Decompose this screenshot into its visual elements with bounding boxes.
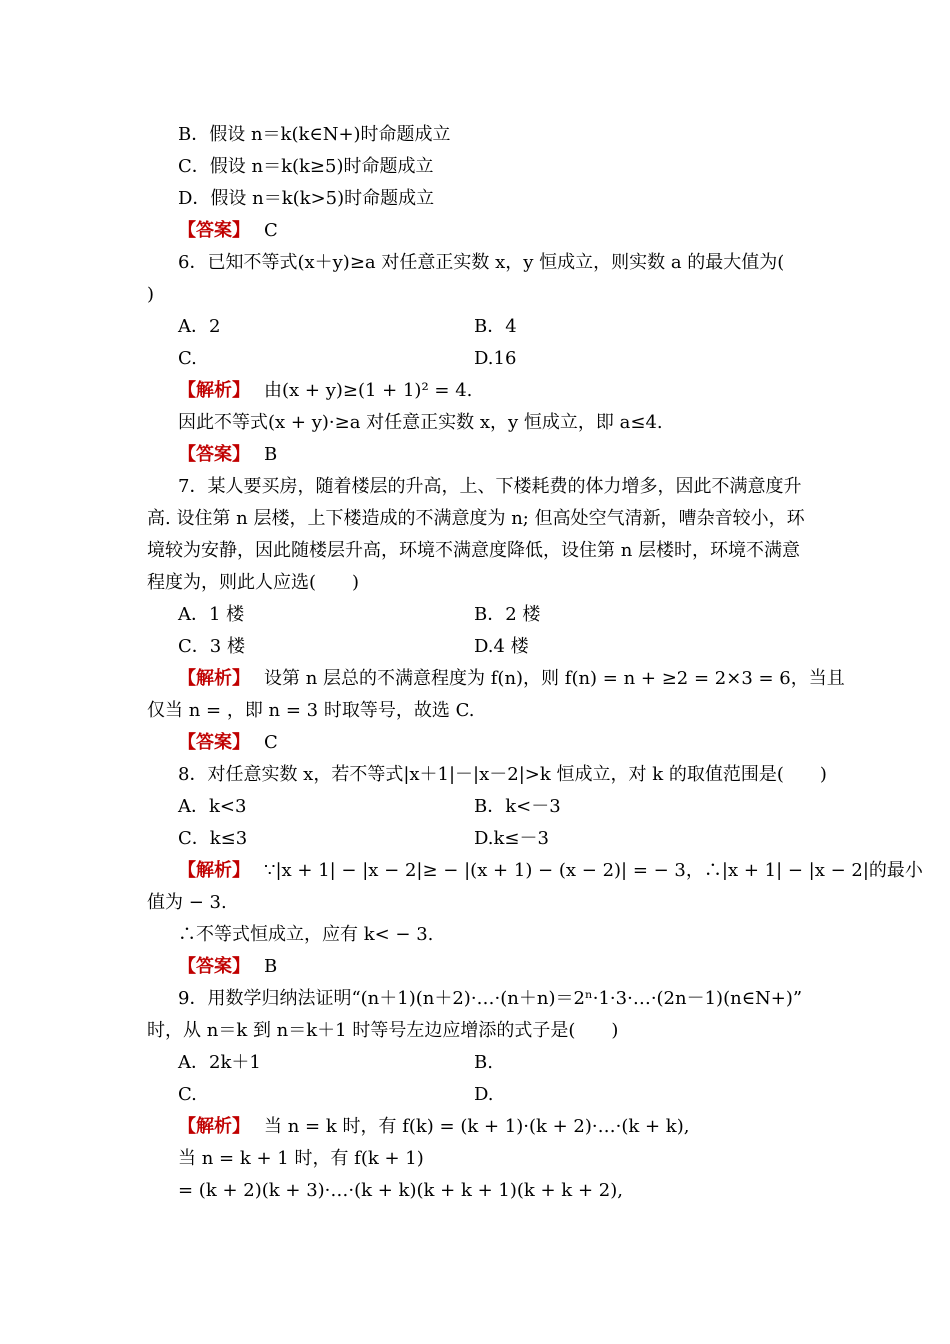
question-6-option-a: A．2 (178, 316, 221, 337)
answer-7 (178, 731, 278, 755)
question-8-option-a: A．k<3 (178, 796, 247, 817)
question-8-analysis-1 (178, 859, 923, 883)
question-9-option-b: B. (474, 1052, 493, 1073)
question-7-option-c: C．3 楼 (178, 636, 245, 657)
question-6-option-c: C. (178, 348, 197, 369)
answer-6 (178, 443, 277, 467)
question-9-option-d: D. (474, 1084, 494, 1105)
question-8-analysis-3: ∴不等式恒成立，应有 k< − 3. (178, 924, 434, 945)
question-7-analysis-1 (178, 667, 845, 691)
analysis-text: 当 n = k 时，有 f(k) = (k + 1)·(k + 2)·…·(k + k), (264, 1116, 690, 1137)
question-9-analysis-2: 当 n = k + 1 时，有 f(k + 1) (178, 1148, 424, 1169)
question-7-line-3: 境较为安静，因此随楼层升高，环境不满意度降低，设住第 n 层楼时，环境不满意 (147, 540, 801, 561)
question-6-line-2: ) (147, 284, 155, 305)
analysis-text: 设第 n 层总的不满意程度为 f(n)，则 f(n) = n + ≥2 = 2×3 = 6，当且 (264, 668, 845, 689)
question-6-analysis-1 (178, 379, 472, 403)
question-7-option-b: B．2 楼 (474, 604, 541, 625)
question-7-line-1: 7．某人要买房，随着楼层的升高，上、下楼耗费的体力增多，因此不满意度升 (178, 476, 802, 497)
question-7-line-2: 高. 设住第 n 层楼，上下楼造成的不满意度为 n; 但高处空气清新，嘈杂音较小，环 (147, 508, 805, 529)
question-8-option-d: D.k≤－3 (474, 828, 549, 849)
question-6-line-1: 6．已知不等式(x＋y)≥a 对任意正实数 x，y 恒成立，则实数 a 的最大值为( (178, 252, 785, 273)
analysis-tag: 【解析】 (178, 380, 250, 401)
question-9-option-c: C. (178, 1084, 197, 1105)
answer-value: B (264, 444, 278, 465)
analysis-text: 由(x + y)≥(1 + 1)² = 4. (264, 380, 473, 401)
question-9-option-a: A．2k＋1 (178, 1052, 261, 1073)
question-8-analysis-2: 值为 − 3. (147, 892, 227, 913)
option-b-line: B．假设 n＝k(k∈N+)时命题成立 (178, 124, 451, 145)
analysis-tag: 【解析】 (178, 860, 250, 881)
option-c-line: C．假设 n＝k(k≥5)时命题成立 (178, 156, 434, 177)
answer-value: C (264, 220, 278, 241)
question-6-option-b: B．4 (474, 316, 517, 337)
question-8-line-1: 8．对任意实数 x，若不等式|x＋1|－|x－2|>k 恒成立，对 k 的取值范围是( ) (178, 764, 827, 785)
analysis-tag: 【解析】 (178, 668, 250, 689)
question-8-option-c: C．k≤3 (178, 828, 248, 849)
question-6-option-d: D.16 (474, 348, 517, 369)
answer-tag: 【答案】 (178, 956, 250, 977)
option-d-line: D．假设 n＝k(k>5)时命题成立 (178, 188, 435, 209)
analysis-text: ∵|x + 1| − |x − 2|≥ − |(x + 1) − (x − 2)| = − 3，∴|x + 1| − |x − 2|的最小 (264, 860, 923, 881)
question-7-option-d: D.4 楼 (474, 636, 529, 657)
question-9-line-2: 时，从 n＝k 到 n＝k＋1 时等号左边应增添的式子是( ) (147, 1020, 619, 1041)
answer-value: B (264, 956, 278, 977)
question-7-line-4: 程度为，则此人应选( ) (147, 572, 360, 593)
answer-5 (178, 219, 278, 243)
question-7-option-a: A．1 楼 (178, 604, 245, 625)
question-8-option-b: B．k<－3 (474, 796, 561, 817)
question-9-analysis-3: = (k + 2)(k + 3)·…·(k + k)(k + k + 1)(k + k + 2), (178, 1180, 623, 1201)
analysis-tag: 【解析】 (178, 1116, 250, 1137)
answer-tag: 【答案】 (178, 444, 250, 465)
question-9-line-1: 9．用数学归纳法证明“(n＋1)(n＋2)·…·(n＋n)＝2ⁿ·1·3·…·(2n－1)(n∈N+)” (178, 988, 803, 1009)
answer-tag: 【答案】 (178, 220, 250, 241)
answer-tag: 【答案】 (178, 732, 250, 753)
answer-value: C (264, 732, 278, 753)
question-6-analysis-2: 因此不等式(x + y)·≥a 对任意正实数 x，y 恒成立，即 a≤4. (178, 412, 663, 433)
question-9-analysis-1 (178, 1115, 689, 1139)
question-7-analysis-2: 仅当 n = ，即 n = 3 时取等号，故选 C. (147, 700, 475, 721)
answer-8 (178, 955, 277, 979)
